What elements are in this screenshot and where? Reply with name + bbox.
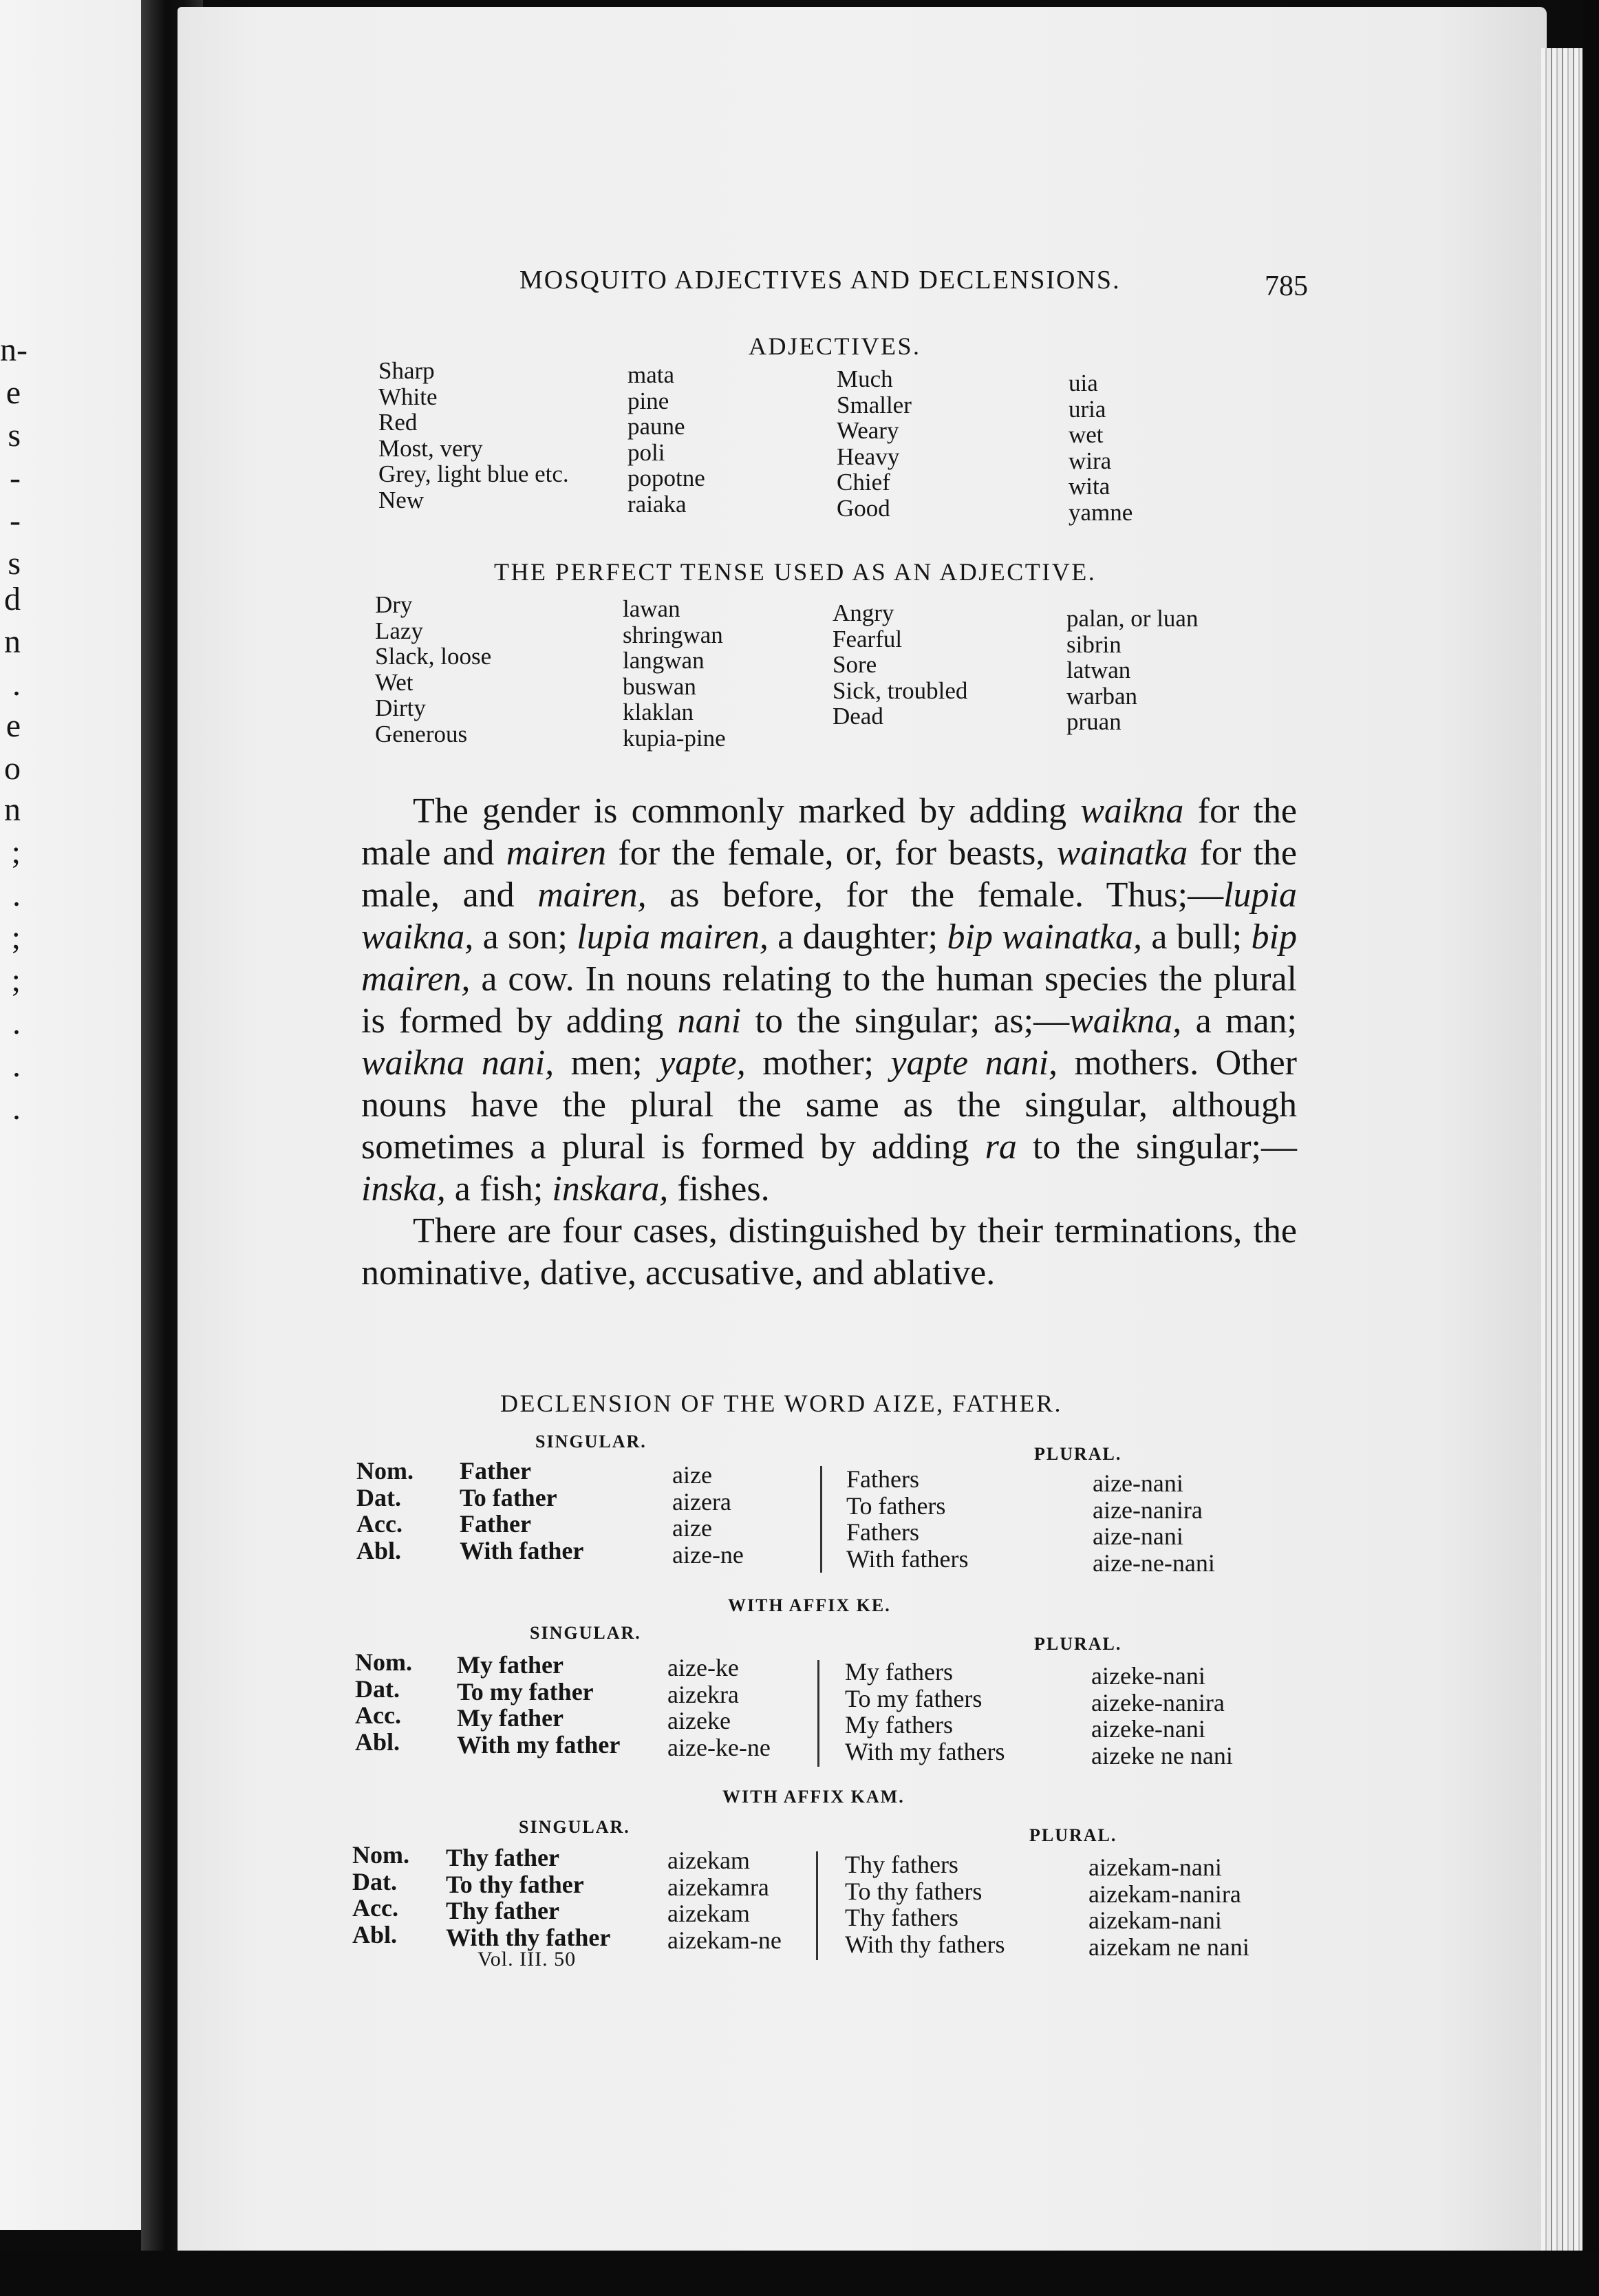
left-fragment: . bbox=[12, 1005, 21, 1041]
table-cell: warban bbox=[1066, 682, 1138, 710]
table-cell: To my father bbox=[457, 1677, 594, 1705]
table-cell: With thy fathers bbox=[845, 1930, 1005, 1958]
plural-label: PLURAL. bbox=[1029, 1825, 1117, 1845]
table-cell: popotne bbox=[627, 465, 705, 492]
table-cell: wet bbox=[1069, 421, 1104, 449]
left-fragment: e bbox=[6, 708, 21, 744]
table-cell: wita bbox=[1069, 473, 1110, 500]
table-cell: Dry bbox=[375, 591, 413, 618]
table-cell: To father bbox=[460, 1483, 557, 1511]
left-fragment: n- bbox=[0, 332, 28, 368]
table-cell: White bbox=[378, 383, 438, 410]
table-cell: aize-nanira bbox=[1093, 1496, 1203, 1524]
singular-english bbox=[457, 1652, 620, 1758]
plural-mosquito bbox=[1093, 1470, 1215, 1576]
singular-label: SINGULAR. bbox=[535, 1432, 647, 1452]
singular-label: SINGULAR. bbox=[519, 1817, 630, 1837]
cases-paragraph: There are four cases, distinguished by their terminations, the nominative, dative, accusative, and ablative. bbox=[361, 1211, 1297, 1293]
adjectives-mosquito-col4 bbox=[1069, 370, 1133, 526]
left-fragment: s bbox=[8, 545, 21, 582]
left-fragment: . bbox=[12, 1090, 21, 1127]
table-cell: aizeke-nani bbox=[1091, 1662, 1205, 1690]
table-cell: palan, or luan bbox=[1066, 605, 1199, 632]
left-fragment: n bbox=[4, 624, 21, 660]
table-cell: uia bbox=[1069, 370, 1098, 396]
table-cell: aizeke-nanira bbox=[1091, 1688, 1225, 1716]
table-cell: aizekam-nanira bbox=[1088, 1880, 1241, 1908]
table-cell: uria bbox=[1069, 395, 1106, 423]
body-text bbox=[361, 790, 1297, 1294]
left-fragment: n bbox=[4, 791, 21, 828]
table-cell: With thy father bbox=[446, 1923, 611, 1951]
table-cell: aize bbox=[672, 1514, 712, 1542]
singular-english bbox=[460, 1458, 583, 1564]
table-cell: aizekam-nani bbox=[1088, 1906, 1222, 1934]
plural-label: PLURAL. bbox=[1034, 1634, 1122, 1654]
table-cell: buswan bbox=[623, 672, 696, 700]
table-cell: My father bbox=[457, 1651, 564, 1679]
table-cell: latwan bbox=[1066, 657, 1131, 684]
table-cell: To thy father bbox=[446, 1870, 584, 1898]
table-cell: aizeke-nani bbox=[1091, 1715, 1205, 1743]
table-cell: Chief bbox=[837, 469, 890, 496]
perfect-mosquito-col2 bbox=[623, 596, 726, 752]
table-cell: poli bbox=[627, 438, 665, 466]
table-cell: aizera bbox=[672, 1487, 731, 1516]
plural-label: PLURAL. bbox=[1034, 1444, 1122, 1464]
table-cell: Wet bbox=[375, 668, 414, 696]
table-cell: To fathers bbox=[846, 1491, 946, 1520]
table-cell: aize-ke-ne bbox=[667, 1733, 771, 1761]
left-fragment: s bbox=[8, 417, 21, 454]
table-cell: aize-nani bbox=[1093, 1522, 1183, 1550]
case-dat: Dat. bbox=[356, 1483, 401, 1511]
table-cell: Sick, troubled bbox=[833, 677, 968, 704]
case-abl: Abl. bbox=[355, 1728, 400, 1756]
table-cell: Slack, loose bbox=[375, 643, 492, 670]
case-labels bbox=[352, 1842, 409, 1948]
table-cell: With my fathers bbox=[845, 1737, 1005, 1765]
left-fragment: ; bbox=[11, 962, 21, 999]
table-cell: With my father bbox=[457, 1730, 621, 1758]
table-cell: shringwan bbox=[623, 621, 723, 648]
table-cell: aizekam-ne bbox=[667, 1926, 782, 1954]
case-nom: Nom. bbox=[356, 1457, 414, 1485]
table-cell: aizekam bbox=[667, 1847, 750, 1874]
singular-mosquito bbox=[667, 1655, 771, 1761]
table-cell: Father bbox=[460, 1510, 531, 1538]
singular-english bbox=[446, 1845, 610, 1950]
table-cell: Thy father bbox=[446, 1897, 559, 1924]
left-fragment: e bbox=[6, 374, 21, 411]
case-acc: Acc. bbox=[355, 1701, 401, 1729]
table-cell: Angry bbox=[833, 599, 894, 626]
adjectives-mosquito-col2 bbox=[627, 362, 705, 518]
table-cell: Dirty bbox=[375, 694, 426, 722]
table-cell: aize-nani bbox=[1093, 1469, 1183, 1497]
table-cell: Father bbox=[460, 1457, 531, 1485]
table-cell: Thy father bbox=[446, 1844, 559, 1871]
table-cell: paune bbox=[627, 413, 685, 440]
table-cell: pruan bbox=[1066, 708, 1122, 736]
table-cell: Thy fathers bbox=[845, 1904, 958, 1931]
table-cell: pine bbox=[627, 387, 669, 414]
case-labels bbox=[355, 1649, 412, 1755]
table-cell: aizekra bbox=[667, 1680, 739, 1708]
left-fragment: . bbox=[12, 666, 21, 703]
table-cell: To my fathers bbox=[845, 1684, 983, 1712]
case-nom: Nom. bbox=[352, 1841, 409, 1869]
left-fragment: . bbox=[12, 1048, 21, 1084]
case-acc: Acc. bbox=[352, 1894, 398, 1922]
table-cell: Dead bbox=[833, 703, 883, 730]
left-fragment: d bbox=[4, 581, 21, 617]
table-cell: Smaller bbox=[837, 391, 912, 418]
table-cell: Fearful bbox=[833, 625, 903, 652]
table-cell: klaklan bbox=[623, 699, 694, 726]
perfect-english-col1 bbox=[375, 592, 491, 747]
case-dat: Dat. bbox=[352, 1867, 397, 1895]
case-nom: Nom. bbox=[355, 1648, 412, 1676]
table-cell: wira bbox=[1069, 447, 1112, 474]
table-cell: New bbox=[378, 486, 425, 513]
left-fragment: - bbox=[10, 502, 21, 539]
left-fragment: ; bbox=[11, 920, 21, 956]
table-cell: Sore bbox=[833, 651, 877, 679]
table-cell: Heavy bbox=[837, 443, 900, 470]
column-divider bbox=[820, 1466, 822, 1573]
plural-mosquito bbox=[1088, 1854, 1249, 1960]
table-cell: Thy fathers bbox=[845, 1851, 958, 1878]
case-abl: Abl. bbox=[352, 1920, 398, 1948]
case-acc: Acc. bbox=[356, 1510, 403, 1538]
table-cell: aize-ke bbox=[667, 1654, 739, 1681]
table-cell: Generous bbox=[375, 720, 468, 747]
table-cell: Fathers bbox=[846, 1465, 919, 1493]
left-fragment: ; bbox=[11, 834, 21, 871]
table-cell: sibrin bbox=[1066, 630, 1122, 658]
table-cell: My father bbox=[457, 1704, 564, 1732]
table-cell: mata bbox=[627, 361, 675, 388]
table-cell: kupia-pine bbox=[623, 724, 726, 752]
table-cell: raiaka bbox=[627, 490, 687, 518]
table-cell: Good bbox=[837, 494, 890, 522]
table-cell: Weary bbox=[837, 417, 899, 445]
perfect-mosquito-col4 bbox=[1066, 606, 1198, 735]
table-cell: aizeke bbox=[667, 1707, 731, 1734]
table-cell: Most, very bbox=[378, 434, 483, 462]
case-dat: Dat. bbox=[355, 1675, 400, 1703]
perfect-tense-heading: THE PERFECT TENSE USED AS AN ADJECTIVE. bbox=[494, 558, 1097, 586]
gender-paragraph: The gender is commonly marked by adding waikna for the male and mairen for the female, or, for beasts, wainatka for the male, and mairen, as before, for the female. Thus;—lupia waikna, a son; lupia mairen, a daughter; bip wainatka, a bull; bip mairen, a cow. In nouns relating to the human species the plural is formed by adding nani to the singular; as;—waikna, a man; waikna nani, men; yapte, mother; yapte nani, mothers. Other nouns have the plural the same as the singular, although sometimes a plural is formed by adding ra to the singular;—inska, a fish; inskara, fishes. bbox=[361, 791, 1297, 1209]
column-divider bbox=[816, 1851, 818, 1960]
column-divider bbox=[817, 1660, 819, 1767]
singular-mosquito bbox=[672, 1462, 744, 1568]
left-fragment: o bbox=[4, 750, 21, 787]
running-header: MOSQUITO ADJECTIVES AND DECLENSIONS. bbox=[519, 266, 1121, 295]
table-cell: To thy fathers bbox=[845, 1877, 983, 1905]
table-cell: aizekam-nani bbox=[1088, 1853, 1222, 1881]
table-cell: Much bbox=[837, 365, 893, 392]
adjectives-heading: ADJECTIVES. bbox=[749, 332, 921, 360]
left-fragment: - bbox=[10, 460, 21, 496]
table-cell: aize bbox=[672, 1461, 712, 1489]
table-cell: aizeke ne nani bbox=[1091, 1741, 1233, 1769]
left-fragment: . bbox=[12, 877, 21, 913]
singular-mosquito bbox=[667, 1847, 782, 1953]
table-cell: Fathers bbox=[846, 1518, 919, 1546]
affix-ke-heading: WITH AFFIX KE. bbox=[728, 1595, 891, 1615]
plural-english bbox=[845, 1851, 1005, 1957]
case-abl: Abl. bbox=[356, 1536, 402, 1564]
table-cell: With father bbox=[460, 1536, 584, 1564]
table-cell: Lazy bbox=[375, 617, 423, 644]
table-cell: Grey, light blue etc. bbox=[378, 460, 569, 488]
table-cell: langwan bbox=[623, 647, 705, 674]
affix-kam-heading: WITH AFFIX KAM. bbox=[722, 1787, 905, 1807]
table-cell: yamne bbox=[1069, 498, 1133, 526]
bottom-border bbox=[0, 2251, 1599, 2296]
adjectives-english-col1 bbox=[378, 358, 569, 513]
table-cell: aizekamra bbox=[667, 1873, 769, 1901]
adjectives-english-col3 bbox=[837, 366, 912, 522]
perfect-english-col3 bbox=[833, 600, 967, 730]
plural-english bbox=[846, 1466, 969, 1572]
table-cell: aizekam ne nani bbox=[1088, 1933, 1249, 1961]
table-cell: My fathers bbox=[845, 1711, 953, 1739]
page-number: 785 bbox=[1265, 270, 1308, 302]
declension-heading: DECLENSION OF THE WORD AIZE, FATHER. bbox=[500, 1390, 1062, 1417]
table-cell: aizekam bbox=[667, 1900, 750, 1927]
case-labels bbox=[356, 1458, 414, 1564]
right-border bbox=[1582, 0, 1599, 2296]
table-cell: aize-ne bbox=[672, 1540, 744, 1569]
plural-mosquito bbox=[1091, 1663, 1233, 1769]
singular-label: SINGULAR. bbox=[530, 1623, 641, 1643]
table-cell: lawan bbox=[623, 595, 680, 622]
table-cell: Red bbox=[378, 409, 418, 436]
table-cell: Sharp bbox=[378, 357, 435, 384]
signature-mark: Vol. III. 50 bbox=[477, 1948, 577, 1970]
table-cell: My fathers bbox=[845, 1658, 953, 1686]
table-cell: With fathers bbox=[846, 1544, 969, 1573]
table-cell: aize-ne-nani bbox=[1093, 1549, 1215, 1577]
plural-english bbox=[845, 1659, 1005, 1765]
